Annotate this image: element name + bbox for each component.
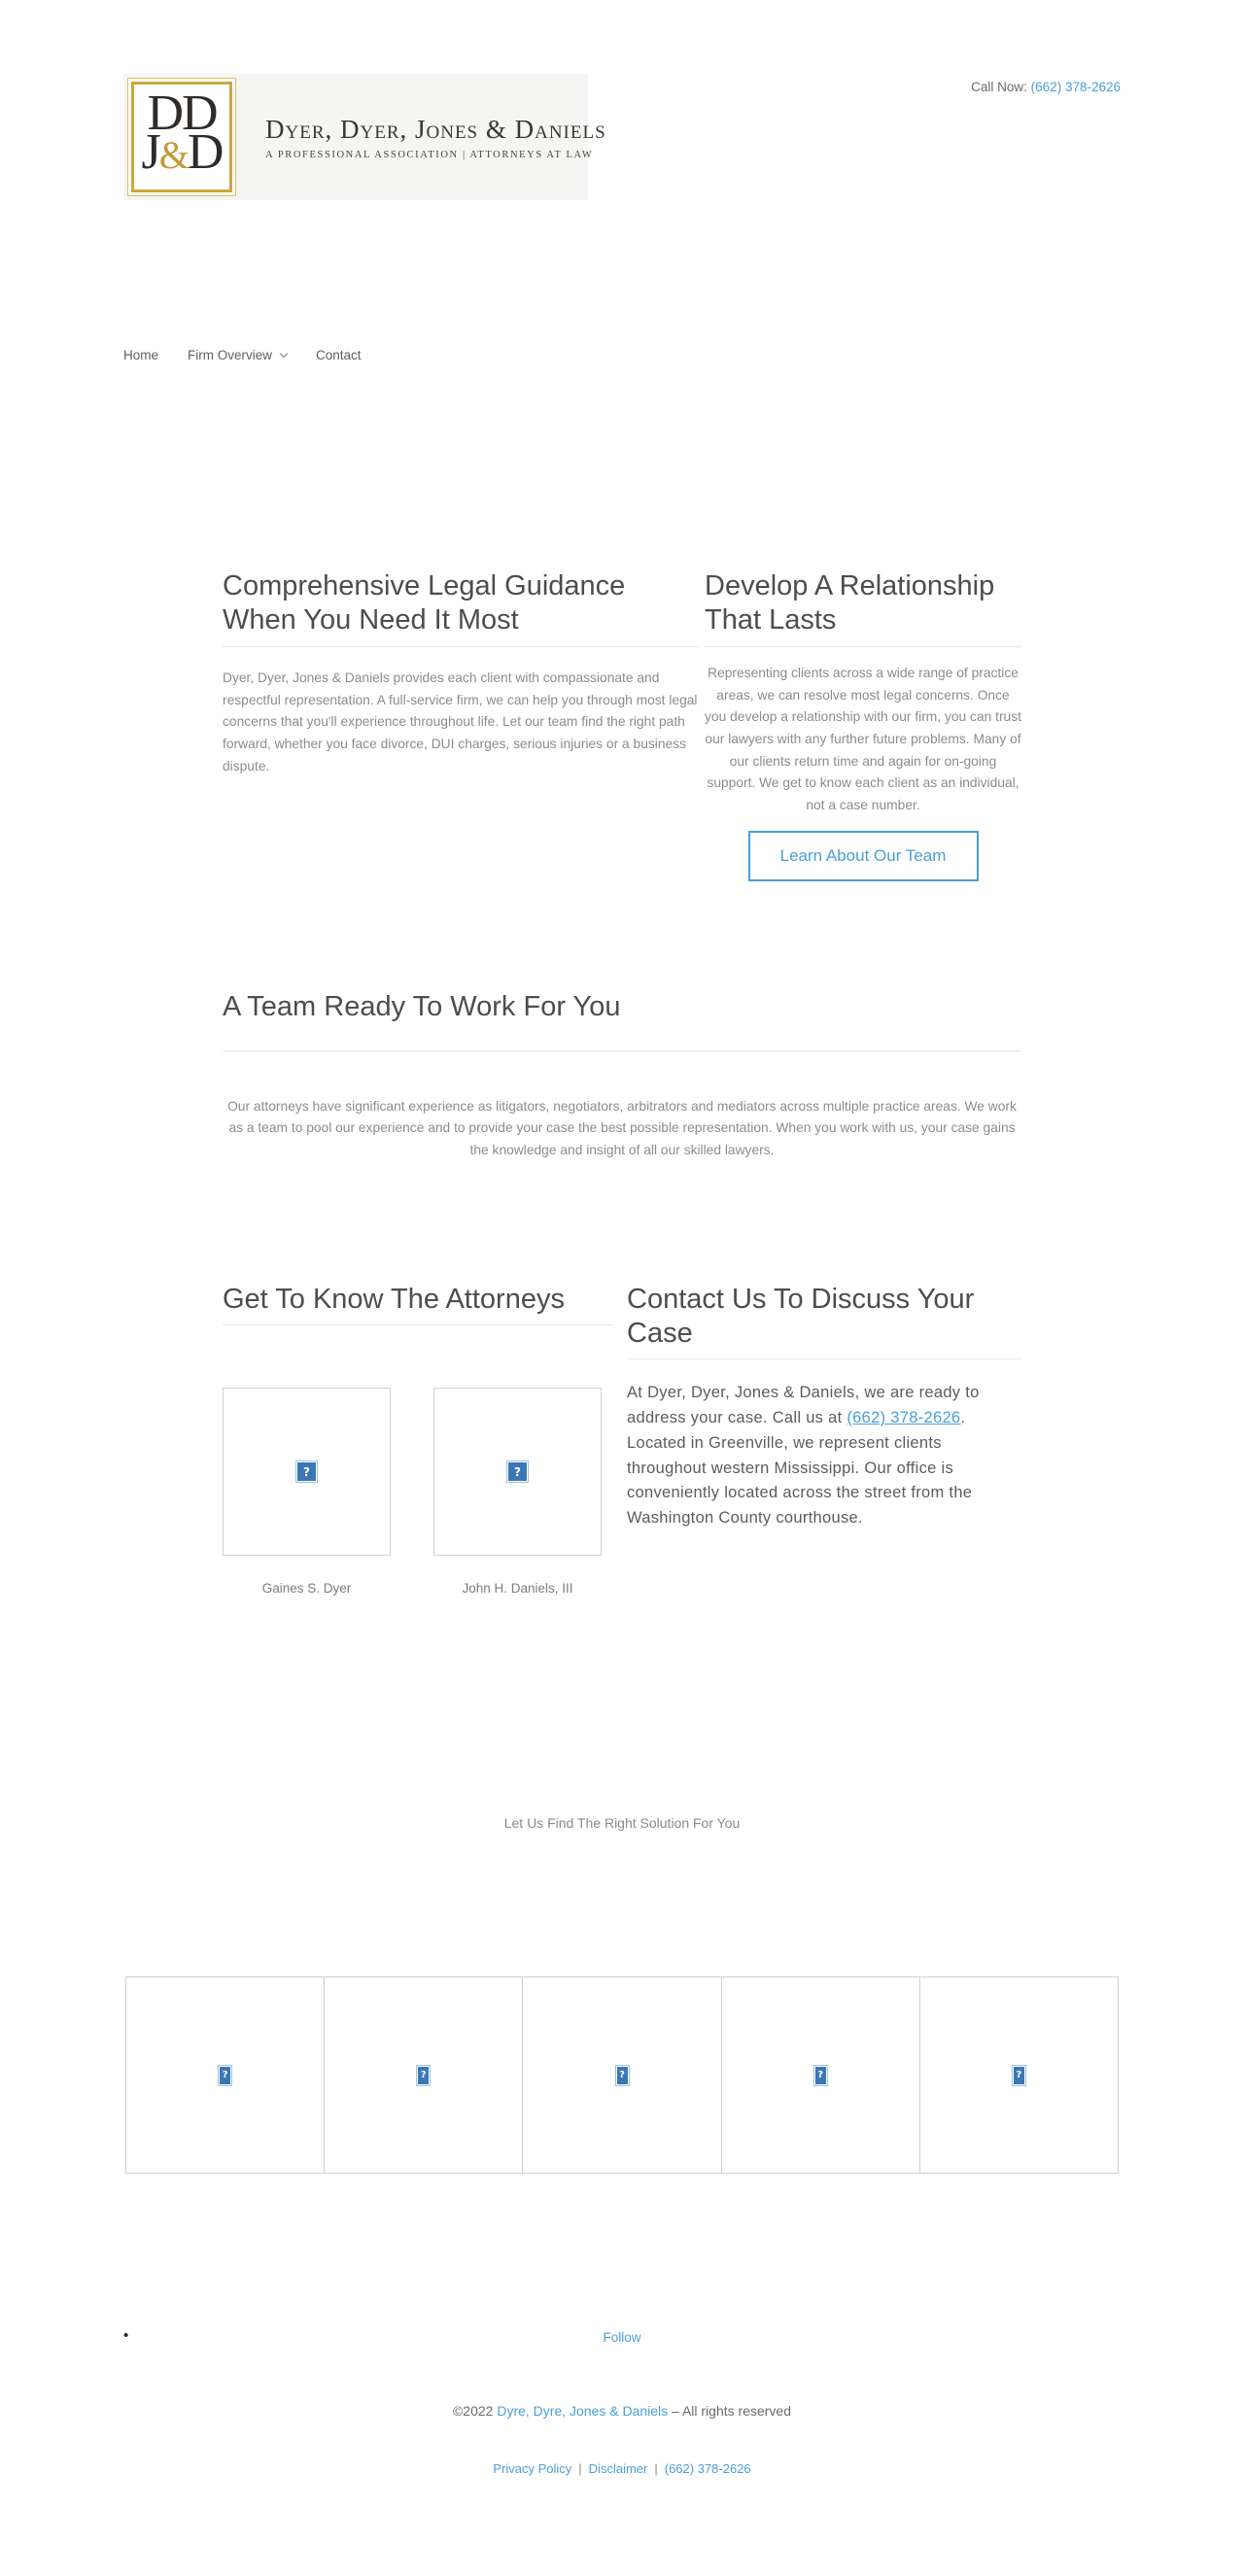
- attorney-name: Gaines S. Dyer: [261, 1581, 352, 1596]
- broken-image-icon: ?: [507, 1461, 528, 1482]
- call-now-label: Call Now:: [971, 80, 1031, 94]
- nav-item-firm-overview[interactable]: Firm Overview: [188, 348, 287, 362]
- chevron-down-icon: [280, 350, 288, 358]
- attorney-name: John H. Daniels, III: [462, 1581, 573, 1596]
- privacy-policy-link[interactable]: Privacy Policy: [493, 2461, 572, 2476]
- section-attorneys-contact: [223, 1283, 1021, 1596]
- main-nav: [123, 200, 1121, 362]
- attorney-card: [433, 1388, 602, 1596]
- attorney-card: [223, 1388, 391, 1596]
- footer-separator: |: [578, 2461, 582, 2476]
- firm-logo[interactable]: [123, 74, 606, 200]
- list-bullet: •: [123, 2327, 129, 2344]
- follow-link[interactable]: Follow: [603, 2330, 641, 2345]
- footer-links: [123, 2461, 1121, 2476]
- broken-image-icon: ?: [616, 2066, 629, 2085]
- logo-ampersand: &: [158, 132, 188, 177]
- attorney-photo-placeholder[interactable]: [433, 1388, 602, 1556]
- badge-strip: [125, 1976, 1119, 2174]
- section-guidance-relationship: [223, 569, 1021, 881]
- nav-item-home[interactable]: Home: [123, 348, 159, 362]
- logo-monogram-icon: [127, 78, 236, 196]
- copyright-firm-link[interactable]: Dyre, Dyre, Jones & Daniels: [497, 2403, 669, 2419]
- broken-image-icon: ?: [417, 2066, 430, 2085]
- attorneys-heading: Get To Know The Attorneys: [223, 1283, 565, 1315]
- firm-tagline: A PROFESSIONAL ASSOCIATION | ATTORNEYS AT LAW: [265, 149, 594, 160]
- guidance-body: Dyer, Dyer, Jones & Daniels provides each client with compassionate and respectful representation. A full-service firm, we can help you through most legal concerns that you'll experience throughout life. Let our team find the right path forward, whether you face divorce, DUI charges, serious injuries or a business dispute.: [223, 670, 698, 773]
- broken-image-icon: ?: [219, 2066, 231, 2085]
- attorney-photo-placeholder[interactable]: [223, 1388, 391, 1556]
- nav-item-contact[interactable]: Contact: [316, 348, 362, 362]
- relationship-body: Representing clients across a wide range of practice areas, we can resolve most legal concerns. Once you develop a relationship with our firm, you can trust our lawyers with any further future problems. Many of our clients return time and again for on-going support. We get to know each client as an individual, not a case number.: [705, 666, 1021, 812]
- guidance-heading: Comprehensive Legal Guidance When You Need It Most: [223, 570, 626, 636]
- logo-monogram-bottom: J&D: [141, 123, 223, 180]
- broken-image-icon: ?: [814, 2066, 827, 2085]
- team-heading: A Team Ready To Work For You: [223, 991, 621, 1023]
- section-team: [223, 990, 1021, 1161]
- badge-placeholder[interactable]: [722, 1977, 920, 2173]
- solution-tagline: Let Us Find The Right Solution For You: [503, 1815, 741, 1831]
- site-footer: [123, 2329, 1121, 2561]
- badge-placeholder[interactable]: [126, 1977, 325, 2173]
- badge-placeholder[interactable]: [523, 1977, 721, 2173]
- logo-monogram-top: DD: [147, 86, 217, 141]
- broken-image-icon: ?: [296, 1461, 317, 1482]
- contact-heading: Contact Us To Discuss Your Case: [627, 1283, 975, 1349]
- footer-phone-link[interactable]: (662) 378-2626: [664, 2461, 751, 2476]
- copyright-line: ©2022 Dyre, Dyre, Jones & Daniels – All rights reserved: [452, 2403, 792, 2419]
- badge-placeholder[interactable]: [325, 1977, 523, 2173]
- contact-body: At Dyer, Dyer, Jones & Daniels, we are ready to address your case. Call us at (662) 378-2626. Located in Greenville, we represent clients throughout western Mississippi. Our office is conveniently located across the street from the Washington County courthouse.: [627, 1384, 980, 1528]
- footer-separator: |: [654, 2461, 658, 2476]
- divider: [223, 1050, 1021, 1051]
- team-body: Our attorneys have significant experience as litigators, negotiators, arbitrators and mediators across multiple practice areas. We work as a team to pool our experience and to provide your case the best possible representation. When you work with us, your case gains the knowledge and insight of all our skilled lawyers.: [227, 1098, 1017, 1157]
- learn-about-team-button[interactable]: Learn About Our Team: [748, 831, 979, 881]
- call-now: [971, 74, 1121, 94]
- firm-name: Dyer, Dyer, Jones & Daniels: [265, 114, 606, 144]
- site-header: [123, 0, 1121, 200]
- relationship-heading: Develop A Relationship That Lasts: [705, 570, 995, 636]
- broken-image-icon: ?: [1013, 2066, 1025, 2085]
- contact-phone-link[interactable]: (662) 378-2626: [847, 1409, 961, 1427]
- header-phone-link[interactable]: (662) 378-2626: [1030, 80, 1121, 94]
- disclaimer-link[interactable]: Disclaimer: [588, 2461, 648, 2476]
- badge-placeholder[interactable]: [920, 1977, 1118, 2173]
